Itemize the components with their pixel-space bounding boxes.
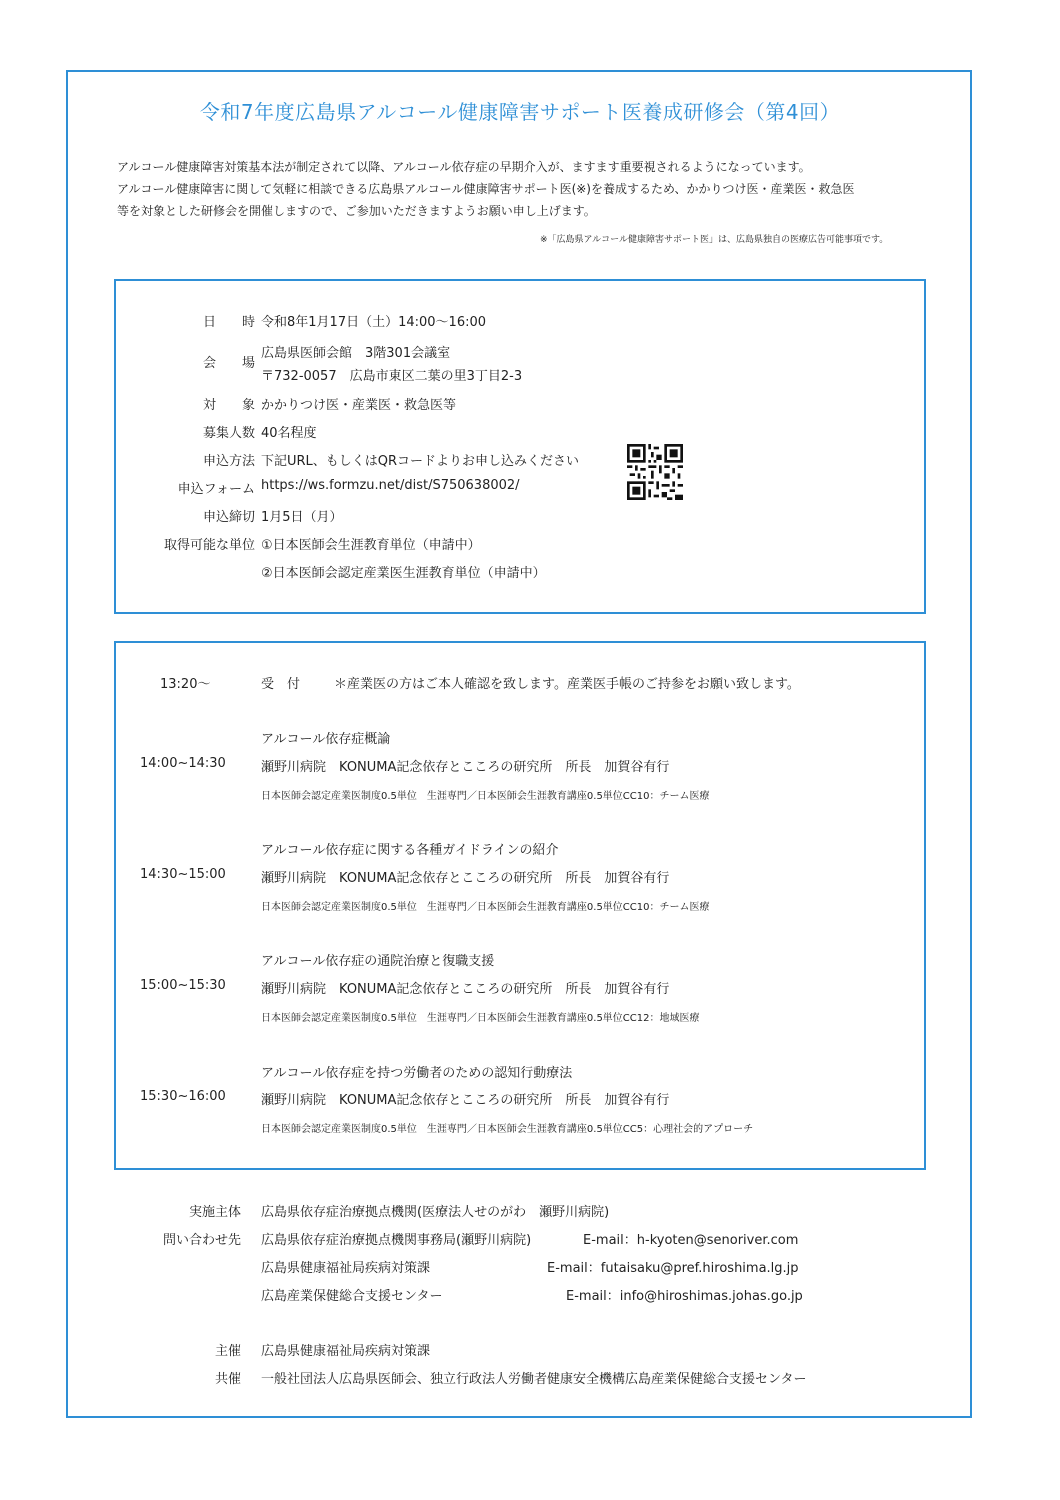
contact-label: 問い合わせ先 — [162, 1233, 241, 1248]
reception-label: 受 付 — [261, 677, 301, 692]
form-link[interactable]: https://ws.formzu.net/dist/S750638002/ — [261, 478, 520, 493]
session-title: アルコール依存症を持つ労働者のための認知行動療法 — [261, 1066, 573, 1081]
session-title: アルコール依存症概論 — [261, 732, 391, 747]
session-title: アルコール依存症の通院治療と復職支援 — [261, 954, 495, 969]
host-label: 主催 — [214, 1344, 241, 1359]
credit-value-1: ①日本医師会生涯教育単位（申請中） — [261, 538, 481, 553]
session-credit: 日本医師会認定産業医制度0.5単位 生涯専門／日本医師会生涯教育講座0.5単位CC10：チーム医療 — [261, 902, 710, 913]
contact-name: 広島県健康福祉局疾病対策課 — [261, 1261, 431, 1276]
reception-note: ＊産業医の方はご本人確認を致します。産業医手帳のご持参をお願い致します。 — [334, 677, 800, 692]
intro-text — [117, 156, 927, 222]
footnote: ※「広島県アルコール健康障害サポート医」は、広島県独自の医療広告可能事項です。 — [540, 235, 889, 245]
credit-value-2: ②日本医師会認定産業医生涯教育単位（申請中） — [261, 566, 546, 581]
intro-line: アルコール健康障害に関して気軽に相談できる広島県アルコール健康障害サポート医(※)を養成するため、かかりつけ医・産業医・救急医 — [117, 182, 855, 196]
session-speaker: 瀬野川病院 KONUMA記念依存とこころの研究所 所長 加賀谷有行 — [261, 871, 670, 886]
session-time: 14:00~14:30 — [140, 756, 226, 771]
host-value: 広島県健康福祉局疾病対策課 — [261, 1344, 431, 1359]
venue-value-1: 広島県医師会館 3階301会議室 — [261, 346, 451, 361]
method-label: 申込方法 — [202, 454, 255, 469]
session-speaker: 瀬野川病院 KONUMA記念依存とこころの研究所 所長 加賀谷有行 — [261, 982, 670, 997]
capacity-value: 40名程度 — [261, 426, 317, 441]
session-title: アルコール依存症に関する各種ガイドラインの紹介 — [261, 843, 559, 858]
session-time: 15:30~16:00 — [140, 1089, 226, 1104]
capacity-label: 募集人数 — [202, 426, 255, 441]
session-credit: 日本医師会認定産業医制度0.5単位 生涯専門／日本医師会生涯教育講座0.5単位CC12：地域医療 — [261, 1013, 700, 1024]
date-label: 日 時 — [202, 315, 255, 330]
venue-value-2: 〒732-0057 広島市東区二葉の里3丁目2-3 — [261, 369, 523, 384]
contact-email[interactable]: E-mail：futaisaku@pref.hiroshima.lg.jp — [547, 1261, 799, 1276]
contact-email[interactable]: E-mail：info@hiroshimas.johas.go.jp — [566, 1289, 803, 1304]
session-time: 15:00~15:30 — [140, 978, 226, 993]
page-title: 令和7年度広島県アルコール健康障害サポート医養成研修会（第4回） — [199, 100, 841, 124]
contact-name: 広島産業保健総合支援センター — [261, 1289, 443, 1304]
deadline-label: 申込締切 — [202, 510, 255, 525]
contact-email[interactable]: E-mail：h-kyoten@senoriver.com — [583, 1233, 799, 1248]
form-label: 申込フォーム — [177, 482, 255, 497]
intro-line: 等を対象とした研修会を開催しますので、ご参加いただきますようお願い申し上げます。 — [117, 204, 596, 218]
session-speaker: 瀬野川病院 KONUMA記念依存とこころの研究所 所長 加賀谷有行 — [261, 760, 670, 775]
org-value: 広島県依存症治療拠点機関(医療法人せのがわ 瀬野川病院) — [261, 1205, 610, 1220]
method-value: 下記URL、もしくはQRコードよりお申し込みください — [261, 454, 580, 469]
org-label: 実施主体 — [188, 1205, 241, 1220]
cohost-value: 一般社団法人広島県医師会、独立行政法人労働者健康安全機構広島産業保健総合支援センター — [261, 1372, 807, 1387]
contact-name: 広島県依存症治療拠点機関事務局(瀬野川病院) — [261, 1233, 532, 1248]
qr-code-icon[interactable] — [627, 444, 683, 500]
deadline-value: 1月5日（月） — [261, 510, 343, 525]
session-credit: 日本医師会認定産業医制度0.5単位 生涯専門／日本医師会生涯教育講座0.5単位CC10：チーム医療 — [261, 791, 710, 802]
session-credit: 日本医師会認定産業医制度0.5単位 生涯専門／日本医師会生涯教育講座0.5単位CC5：心理社会的アプローチ — [261, 1124, 754, 1135]
session-time: 14:30~15:00 — [140, 867, 226, 882]
target-label: 対 象 — [202, 398, 255, 413]
target-value: かかりつけ医・産業医・救急医等 — [261, 398, 457, 413]
session-speaker: 瀬野川病院 KONUMA記念依存とこころの研究所 所長 加賀谷有行 — [261, 1093, 670, 1108]
credits-label: 取得可能な単位 — [163, 538, 255, 553]
reception-time: 13:20～ — [160, 677, 211, 692]
date-value: 令和8年1月17日（土）14:00～16:00 — [261, 315, 487, 330]
cohost-label: 共催 — [214, 1372, 241, 1387]
venue-label: 会 場 — [202, 356, 255, 371]
intro-line: アルコール健康障害対策基本法が制定されて以降、アルコール依存症の早期介入が、ますます重要視されるようになっています。 — [117, 160, 811, 174]
